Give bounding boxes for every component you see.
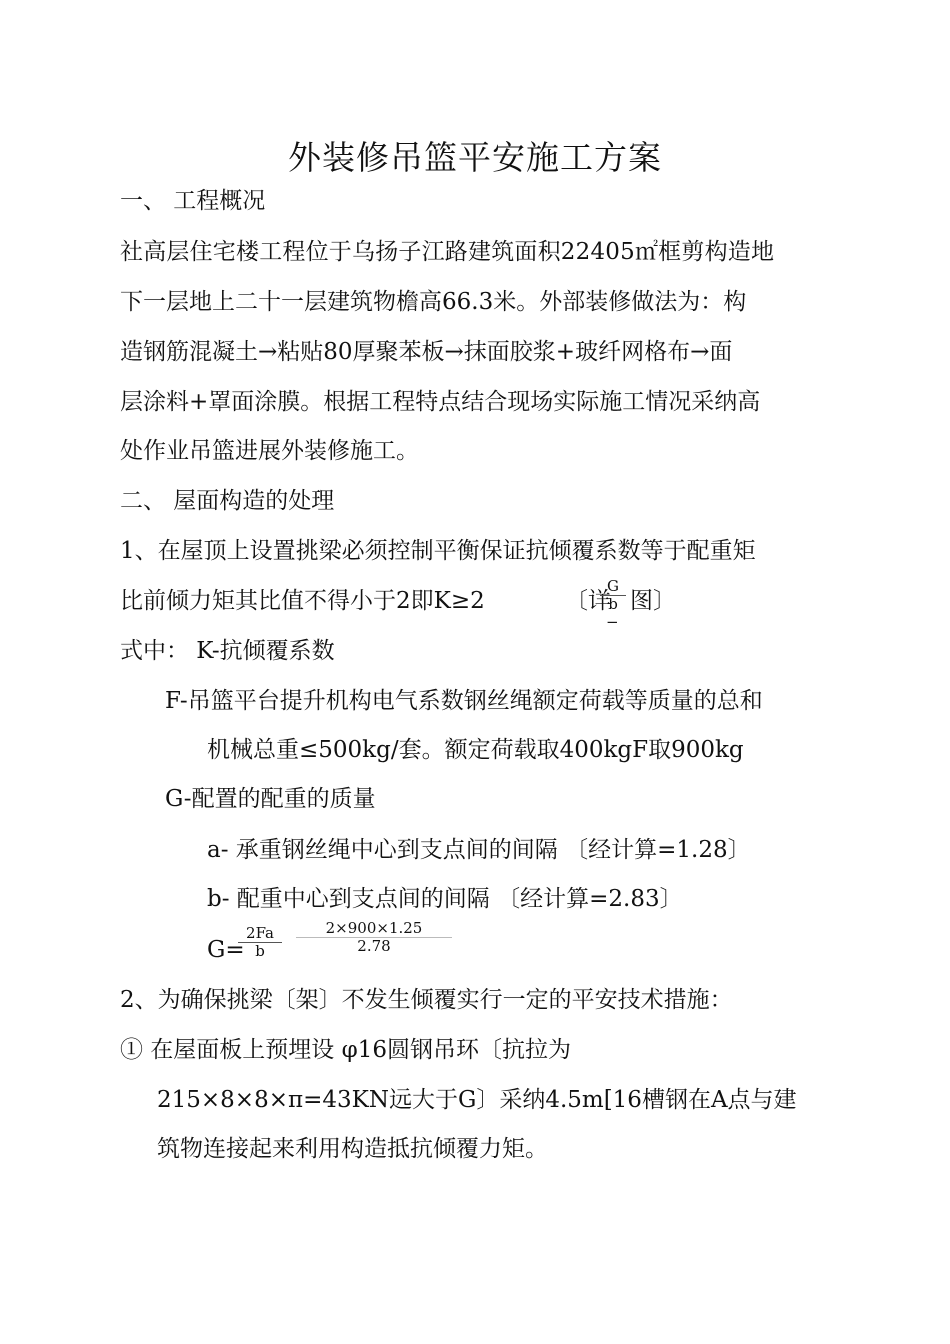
g-calculation-fraction xyxy=(296,920,452,955)
sub-item-1-line: 筑物连接起来利用构造抵抗倾覆力矩。 xyxy=(157,1136,548,1162)
inline-note-left: 〔详 xyxy=(565,588,611,614)
inline-fraction-mark: − xyxy=(606,613,619,631)
item-2-line: 2、为确保挑梁〔架〕不发生倾覆实行一定的平安技术措施： xyxy=(120,987,733,1013)
paragraph-line: 造钢筋混凝土→粘贴80厚聚苯板→抹面胶浆+玻纤网格布→面 xyxy=(120,339,733,365)
item-1-line: 比前倾力矩其比值不得小于2即K≥2 xyxy=(120,588,485,614)
definition-b: b- 配重中心到支点间的间隔 〔经计算=2.83〕 xyxy=(207,886,683,912)
sub-item-1-line: 215×8×8×π=43KN远大于G〕采纳4.5m[16槽钢在A点与建 xyxy=(157,1087,797,1113)
definition-f: F-吊篮平台提升机构电气系数钢丝绳额定荷载等质量的总和 xyxy=(165,688,763,714)
definition-f-continued: 机械总重≤500kg/套。额定荷载取400kgF取900kg xyxy=(207,737,744,763)
item-1-line: 1、在屋顶上设置挑梁必须控制平衡保证抗倾覆系数等于配重矩 xyxy=(120,538,756,564)
section-1-heading: 一、 工程概况 xyxy=(120,188,266,214)
inline-note-right: 图〕 xyxy=(630,588,676,614)
paragraph-line: 处作业吊篮进展外装修施工。 xyxy=(120,438,419,464)
paragraph-line: 层涂料+罩面涂膜。根据工程特点结合现场实际施工情况采纳高 xyxy=(120,389,761,415)
g-fraction-denominator: b xyxy=(255,942,265,960)
definition-g: G-配置的配重的质量 xyxy=(165,786,376,812)
inline-fraction-numerator: G xyxy=(600,578,626,596)
paragraph-line: 社高层住宅楼工程位于乌扬子江路建筑面积22405㎡框剪构造地 xyxy=(120,239,775,265)
g-formula-label: G= xyxy=(207,937,245,963)
g-fraction-numerator: 2Fa xyxy=(238,925,282,943)
definition-a: a- 承重钢丝绳中心到支点间的间隔 〔经计算=1.28〕 xyxy=(207,837,751,863)
inline-fraction xyxy=(600,578,626,613)
g-calculation-numerator: 2×900×1.25 xyxy=(296,920,452,938)
g-calculation-denominator: 2.78 xyxy=(357,937,391,955)
sub-item-1-line: ① 在屋面板上预埋设 φ16圆钢吊环〔抗拉为 xyxy=(120,1037,571,1063)
formula-intro: 式中： K-抗倾覆系数 xyxy=(120,638,335,664)
paragraph-line: 下一层地上二十一层建筑物檐高66.3米。外部装修做法为：构 xyxy=(120,289,747,315)
inline-fraction-denominator: b xyxy=(608,595,618,613)
document-title: 外装修吊篮平安施工方案 xyxy=(288,138,662,177)
section-2-heading: 二、 屋面构造的处理 xyxy=(120,488,335,514)
g-formula-fraction xyxy=(238,925,282,960)
